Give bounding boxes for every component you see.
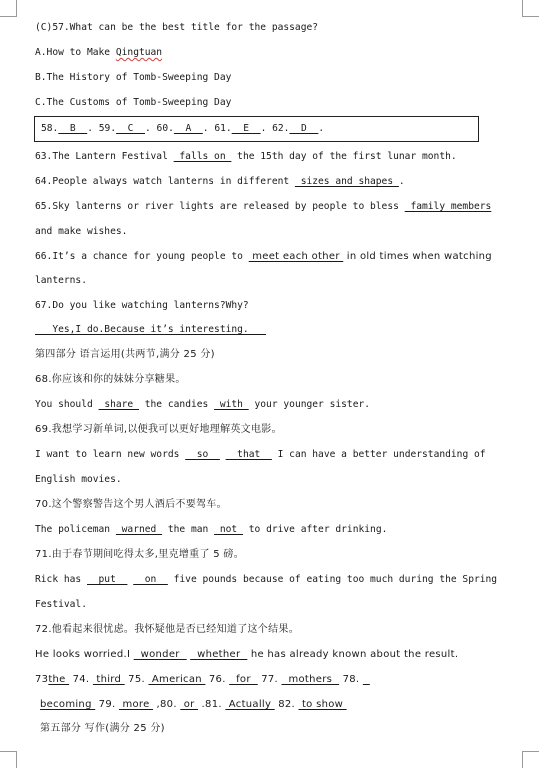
q67-question: 67.Do you like watching lanterns?Why?	[35, 300, 249, 311]
num-79: 79.	[95, 699, 119, 710]
q68-answer-1: share	[98, 399, 139, 410]
q71	[35, 573, 498, 587]
answer-74: third	[92, 674, 125, 685]
q63	[35, 150, 481, 164]
answer-62: D	[289, 123, 319, 134]
crop-mark-top-left	[0, 0, 17, 17]
q66	[35, 250, 492, 264]
answer-82: to show	[298, 699, 347, 710]
answer-60: A	[173, 123, 203, 134]
q57-question: (C)57.What can be the best title for the passage?	[35, 22, 319, 33]
part5-title: 第五部分 写作(满分 25 分)	[40, 723, 165, 734]
q69-text-end: I can have a better understanding of	[271, 449, 486, 460]
q71-answer-1: put	[86, 574, 128, 585]
q69-chinese: 69.我想学习新单词,以便我可以更好地理解英文电影。	[35, 424, 282, 435]
q57-option-a	[35, 46, 481, 60]
q71-answer-2: on	[133, 574, 168, 585]
q70-text-end: to drive after drinking.	[242, 524, 388, 535]
crop-mark-bottom-left	[0, 751, 17, 768]
answer-58: B	[58, 123, 88, 134]
q68-text-end: your younger sister.	[248, 399, 371, 410]
q66-text-end: in old times when watching	[343, 251, 492, 262]
answer-76: for	[229, 674, 258, 685]
q65-text: 65.Sky lanterns or river lights are released by people to bless	[35, 201, 405, 212]
q66-text: 66.It’s a chance for young people to	[35, 251, 249, 262]
q72-answer-1: wonder	[133, 649, 187, 660]
q64-text-end: .	[398, 176, 405, 187]
q68-chinese: 68.你应该和你的妹妹分享糖果。	[35, 374, 186, 385]
q68	[35, 398, 481, 412]
q65	[35, 200, 492, 214]
q68-text-mid: the candies	[138, 399, 215, 410]
num-76: 76.	[205, 674, 230, 685]
answer-79: more	[118, 699, 154, 710]
q57-option-a-text: A.How to Make	[35, 47, 116, 58]
q66-continued: lanterns.	[35, 275, 87, 286]
q68-answer-2: with	[214, 399, 249, 410]
q69-answer-2: that	[225, 449, 272, 460]
num-80: ,80.	[153, 699, 181, 710]
q57-option-c: C.The Customs of Tomb-Sweeping Day	[35, 97, 232, 108]
answer-73: the	[48, 674, 70, 685]
q63-answer: falls on	[173, 151, 232, 162]
answer-80: or	[180, 699, 199, 710]
num-62: . 62.	[260, 123, 290, 134]
q72	[35, 648, 481, 662]
q72-answer-2: whether	[190, 649, 248, 660]
q64-answer: sizes and shapes	[294, 176, 399, 187]
q57-option-b: B.The History of Tomb-Sweeping Day	[35, 72, 232, 83]
q63-text-end: the 15th day of the first lunar month.	[231, 151, 457, 162]
q72-chinese: 72.他看起来很忧虑。我怀疑他是否已经知道了这个结果。	[35, 624, 300, 635]
crop-mark-top-right	[522, 0, 539, 17]
q69-continued: English movies.	[35, 474, 122, 485]
q71-text: Rick has	[35, 574, 87, 585]
answers-78-82	[40, 698, 481, 712]
num-58: 58.	[41, 123, 59, 134]
q64	[35, 175, 481, 189]
answer-61: E	[231, 123, 261, 134]
num-60: . 60.	[145, 123, 174, 134]
q70-answer-1: warned	[115, 524, 163, 535]
q65-answer: family members	[404, 201, 492, 212]
q70-chinese: 70.这个警察警告这个男人酒后不要驾车。	[35, 499, 227, 510]
num-82: 82.	[274, 699, 299, 710]
answers-73-78	[35, 673, 481, 687]
num-75: 75.	[124, 674, 149, 685]
num-59: . 59.	[87, 123, 117, 134]
q72-text-end: he has already known about the result.	[247, 649, 459, 660]
q71-continued: Festival.	[35, 599, 87, 610]
q68-text: You should	[35, 399, 99, 410]
num-77: 77.	[257, 674, 282, 685]
crop-mark-bottom-right	[522, 751, 539, 768]
answer-box-58-62	[34, 116, 479, 142]
q70-text: The policeman	[35, 524, 116, 535]
num-61: . 61.	[202, 123, 232, 134]
q71-text-end: five pounds because of eating too much during the Spring	[167, 574, 498, 585]
q70-text-mid: the man	[162, 524, 215, 535]
q57-option-a-word: Qingtuan	[115, 47, 163, 58]
num-81: .81.	[198, 699, 226, 710]
q69-text: I want to learn new words	[35, 449, 186, 460]
num-74: 74.	[69, 674, 93, 685]
q65-continued: and make wishes.	[35, 226, 128, 237]
answer-75: American	[148, 674, 206, 685]
answer-59: C	[116, 123, 145, 134]
q66-answer: meet each other	[248, 251, 344, 262]
answers-58-62	[41, 122, 324, 136]
answer-78: becoming	[40, 699, 96, 710]
answer-78-start	[363, 674, 370, 685]
q71-chinese: 71.由于春节期间吃得太多,里克增重了 5 磅。	[35, 549, 245, 560]
q69-answer-1: so	[185, 449, 220, 460]
q70-answer-2: not	[214, 524, 243, 535]
q72-text: He looks worried.I	[35, 649, 134, 660]
part4-title: 第四部分 语言运用(共两节,满分 25 分)	[35, 349, 215, 360]
q63-text: 63.The Lantern Festival	[35, 151, 174, 162]
q67-answer-line	[35, 323, 481, 337]
q70	[35, 523, 481, 537]
num-78: 78.	[339, 674, 363, 685]
q69	[35, 448, 486, 462]
answer-81: Actually	[225, 699, 275, 710]
q64-text: 64.People always watch lanterns in different	[35, 176, 295, 187]
q67-answer: Yes,I do.Because it’s interesting.	[35, 324, 267, 335]
answer-77: mothers	[281, 674, 340, 685]
answer-box-end: .	[318, 123, 325, 134]
num-73: 73	[35, 674, 49, 685]
